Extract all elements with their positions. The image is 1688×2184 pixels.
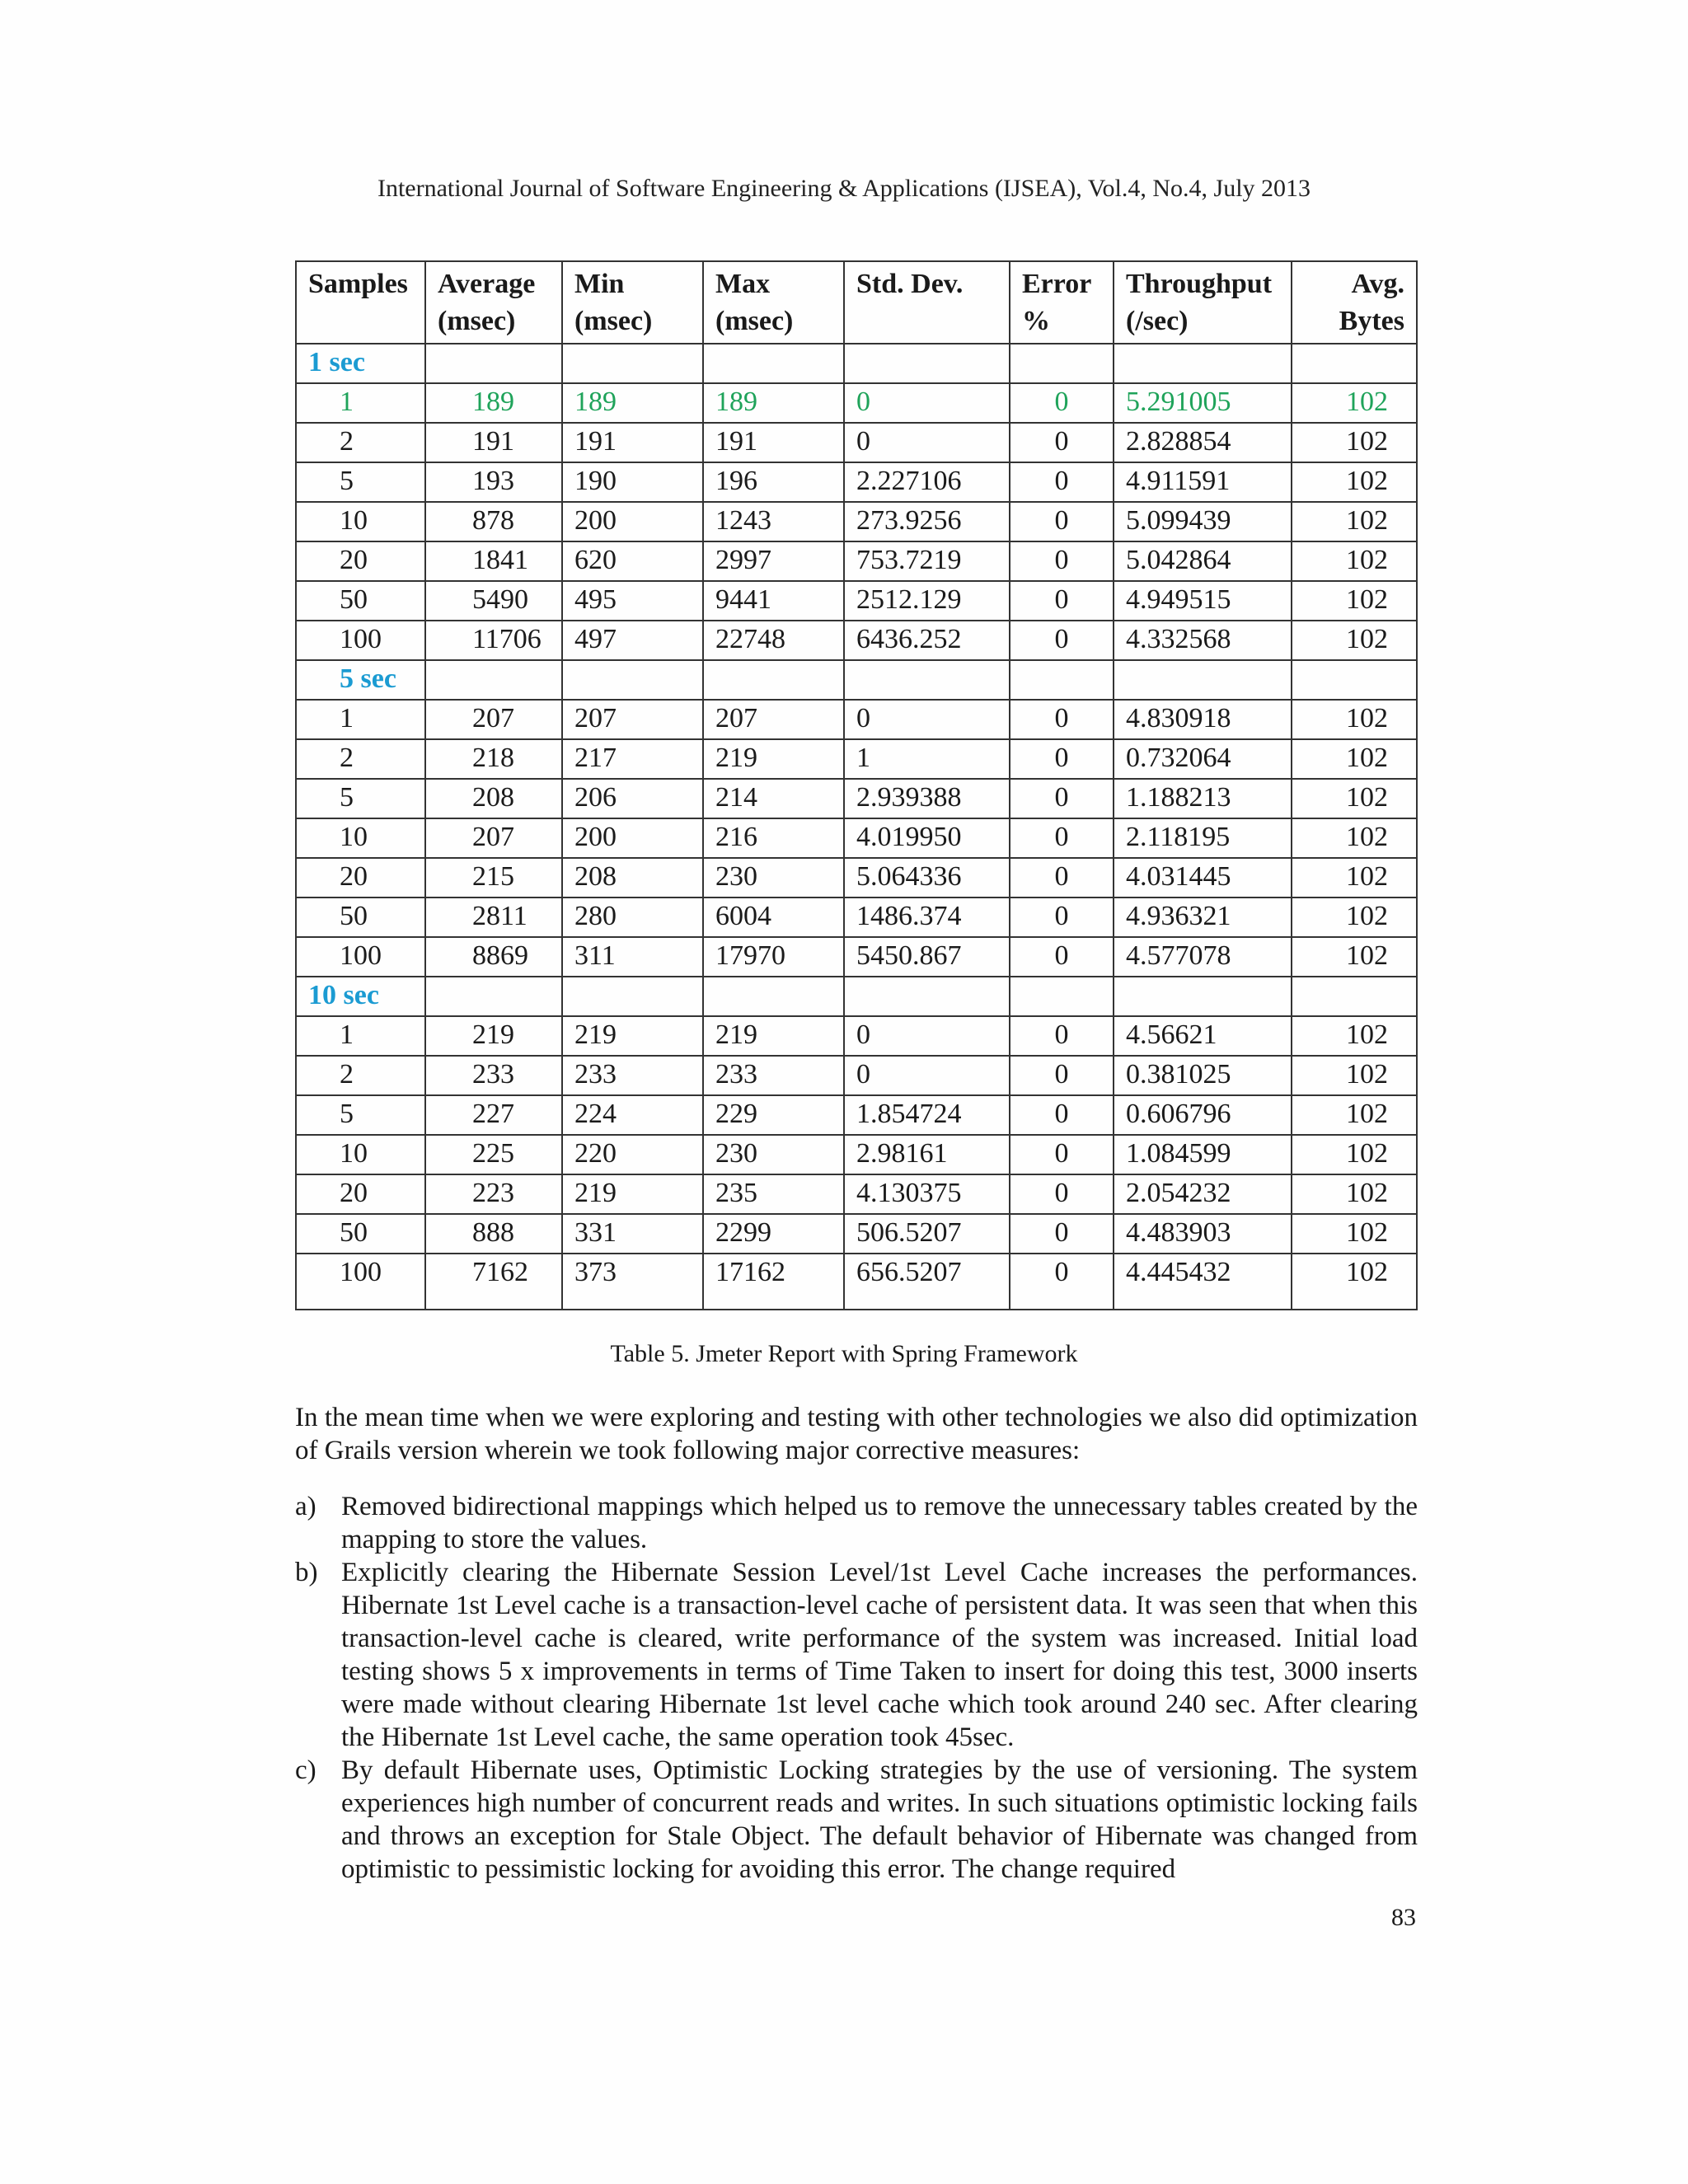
cell-average: 233 — [425, 1056, 562, 1095]
cell-samples: 20 — [296, 858, 425, 898]
cell-error: 0 — [1010, 462, 1114, 502]
empty-cell — [1010, 344, 1114, 383]
cell-error: 0 — [1010, 739, 1114, 779]
cell-min: 200 — [562, 502, 703, 541]
cell-average: 208 — [425, 779, 562, 818]
cell-throughput: 4.56621 — [1114, 1016, 1292, 1056]
cell-average: 218 — [425, 739, 562, 779]
cell-error: 0 — [1010, 858, 1114, 898]
empty-cell — [1114, 344, 1292, 383]
cell-samples: 5 — [296, 1095, 425, 1135]
cell-avg-bytes: 102 — [1292, 1214, 1417, 1254]
cell-throughput: 0.732064 — [1114, 739, 1292, 779]
cell-average: 5490 — [425, 581, 562, 621]
cell-samples: 50 — [296, 1214, 425, 1254]
cell-throughput: 5.099439 — [1114, 502, 1292, 541]
empty-cell — [425, 344, 562, 383]
table-row — [296, 541, 1417, 581]
cell-min: 495 — [562, 581, 703, 621]
cell-avg-bytes: 102 — [1292, 818, 1417, 858]
cell-min: 191 — [562, 423, 703, 462]
cell-error: 0 — [1010, 1056, 1114, 1095]
cell-error: 0 — [1010, 898, 1114, 937]
table-row — [296, 1214, 1417, 1254]
cell-samples: 100 — [296, 621, 425, 660]
cell-samples: 20 — [296, 541, 425, 581]
list-item-text: By default Hibernate uses, Optimistic Locking strategies by the use of versioning. The system experiences high number of concurrent reads and writes. In such situations optimistic locking fails and throws an exception for Stale Object. The default behavior of Hibernate was changed from optimistic to pessimistic locking for avoiding this error. The change required — [341, 1755, 1418, 1884]
cell-samples: 100 — [296, 1254, 425, 1310]
cell-error: 0 — [1010, 1135, 1114, 1174]
cell-throughput: 2.054232 — [1114, 1174, 1292, 1214]
cell-average: 207 — [425, 818, 562, 858]
cell-max: 207 — [703, 700, 844, 739]
table-row — [296, 1174, 1417, 1214]
cell-std-dev: 6436.252 — [844, 621, 1010, 660]
table-header-row — [296, 261, 1417, 344]
cell-std-dev: 2512.129 — [844, 581, 1010, 621]
empty-cell — [562, 977, 703, 1016]
cell-average: 223 — [425, 1174, 562, 1214]
cell-throughput: 4.830918 — [1114, 700, 1292, 739]
cell-max: 2997 — [703, 541, 844, 581]
empty-cell — [1114, 977, 1292, 1016]
cell-avg-bytes: 102 — [1292, 581, 1417, 621]
cell-std-dev: 1486.374 — [844, 898, 1010, 937]
cell-avg-bytes: 102 — [1292, 1254, 1417, 1310]
cell-min: 217 — [562, 739, 703, 779]
cell-average: 193 — [425, 462, 562, 502]
cell-samples: 20 — [296, 1174, 425, 1214]
cell-avg-bytes: 102 — [1292, 541, 1417, 581]
cell-throughput: 4.445432 — [1114, 1254, 1292, 1310]
cell-average: 2811 — [425, 898, 562, 937]
empty-cell — [1114, 660, 1292, 700]
cell-samples: 1 — [296, 1016, 425, 1056]
list-item — [295, 1556, 1418, 1754]
table-row — [296, 937, 1417, 977]
list-item — [295, 1490, 1418, 1556]
cell-error: 0 — [1010, 383, 1114, 423]
cell-samples: 2 — [296, 423, 425, 462]
cell-min: 200 — [562, 818, 703, 858]
cell-min: 208 — [562, 858, 703, 898]
cell-throughput: 0.381025 — [1114, 1056, 1292, 1095]
cell-throughput: 0.606796 — [1114, 1095, 1292, 1135]
cell-min: 311 — [562, 937, 703, 977]
cell-avg-bytes: 102 — [1292, 700, 1417, 739]
cell-error: 0 — [1010, 581, 1114, 621]
cell-std-dev: 506.5207 — [844, 1214, 1010, 1254]
cell-avg-bytes: 102 — [1292, 1095, 1417, 1135]
cell-max: 219 — [703, 1016, 844, 1056]
cell-throughput: 2.118195 — [1114, 818, 1292, 858]
cell-max: 196 — [703, 462, 844, 502]
cell-min: 219 — [562, 1016, 703, 1056]
empty-cell — [844, 660, 1010, 700]
cell-throughput: 4.911591 — [1114, 462, 1292, 502]
table-row — [296, 1135, 1417, 1174]
cell-max: 216 — [703, 818, 844, 858]
cell-avg-bytes: 102 — [1292, 423, 1417, 462]
cell-throughput: 4.483903 — [1114, 1214, 1292, 1254]
cell-max: 9441 — [703, 581, 844, 621]
col-header-throughput: Throughput (/sec) — [1114, 261, 1292, 344]
cell-max: 219 — [703, 739, 844, 779]
table-row — [296, 739, 1417, 779]
cell-std-dev: 5450.867 — [844, 937, 1010, 977]
empty-cell — [1010, 977, 1114, 1016]
cell-average: 189 — [425, 383, 562, 423]
measures-list — [295, 1490, 1418, 1886]
cell-std-dev: 2.939388 — [844, 779, 1010, 818]
cell-error: 0 — [1010, 621, 1114, 660]
cell-max: 230 — [703, 1135, 844, 1174]
cell-min: 190 — [562, 462, 703, 502]
cell-avg-bytes: 102 — [1292, 1135, 1417, 1174]
group-label-row — [296, 977, 1417, 1016]
cell-samples: 2 — [296, 1056, 425, 1095]
cell-min: 233 — [562, 1056, 703, 1095]
cell-min: 373 — [562, 1254, 703, 1310]
cell-avg-bytes: 102 — [1292, 502, 1417, 541]
cell-avg-bytes: 102 — [1292, 898, 1417, 937]
cell-throughput: 1.188213 — [1114, 779, 1292, 818]
cell-max: 233 — [703, 1056, 844, 1095]
cell-average: 1841 — [425, 541, 562, 581]
cell-error: 0 — [1010, 1016, 1114, 1056]
page-number: 83 — [1391, 1904, 1416, 1931]
cell-max: 6004 — [703, 898, 844, 937]
table-row — [296, 462, 1417, 502]
list-marker: b) — [295, 1558, 318, 1587]
cell-min: 620 — [562, 541, 703, 581]
cell-samples: 1 — [296, 383, 425, 423]
cell-samples: 10 — [296, 1135, 425, 1174]
cell-std-dev: 753.7219 — [844, 541, 1010, 581]
cell-min: 189 — [562, 383, 703, 423]
cell-throughput: 5.042864 — [1114, 541, 1292, 581]
list-item-text: Removed bidirectional mappings which helped us to remove the unnecessary tables created by the mapping to store the values. — [341, 1492, 1418, 1554]
cell-avg-bytes: 102 — [1292, 1174, 1417, 1214]
cell-error: 0 — [1010, 818, 1114, 858]
cell-avg-bytes: 102 — [1292, 1016, 1417, 1056]
cell-avg-bytes: 102 — [1292, 937, 1417, 977]
cell-average: 7162 — [425, 1254, 562, 1310]
cell-max: 229 — [703, 1095, 844, 1135]
cell-samples: 50 — [296, 581, 425, 621]
table-row — [296, 1095, 1417, 1135]
table-row — [296, 700, 1417, 739]
intro-paragraph: In the mean time when we were exploring and testing with other technologies we also did optimization of Grails version wherein we took following major corrective measures: — [295, 1403, 1418, 1465]
empty-cell — [703, 660, 844, 700]
table-row — [296, 779, 1417, 818]
cell-avg-bytes: 102 — [1292, 621, 1417, 660]
cell-samples: 100 — [296, 937, 425, 977]
cell-samples: 50 — [296, 898, 425, 937]
cell-throughput: 2.828854 — [1114, 423, 1292, 462]
table-row — [296, 581, 1417, 621]
cell-std-dev: 0 — [844, 423, 1010, 462]
cell-samples: 10 — [296, 818, 425, 858]
cell-min: 206 — [562, 779, 703, 818]
cell-average: 225 — [425, 1135, 562, 1174]
cell-min: 207 — [562, 700, 703, 739]
cell-samples: 2 — [296, 739, 425, 779]
jmeter-report-table — [295, 260, 1418, 1310]
col-header-min: Min (msec) — [562, 261, 703, 344]
list-item — [295, 1754, 1418, 1886]
cell-std-dev: 0 — [844, 1056, 1010, 1095]
cell-min: 220 — [562, 1135, 703, 1174]
table-row — [296, 1056, 1417, 1095]
cell-samples: 1 — [296, 700, 425, 739]
empty-cell — [844, 977, 1010, 1016]
cell-std-dev: 0 — [844, 700, 1010, 739]
empty-cell — [1292, 344, 1417, 383]
cell-std-dev: 0 — [844, 1016, 1010, 1056]
cell-avg-bytes: 102 — [1292, 1056, 1417, 1095]
cell-max: 191 — [703, 423, 844, 462]
cell-std-dev: 4.019950 — [844, 818, 1010, 858]
empty-cell — [425, 977, 562, 1016]
cell-std-dev: 273.9256 — [844, 502, 1010, 541]
table-body — [296, 344, 1417, 1310]
col-header-average: Average (msec) — [425, 261, 562, 344]
cell-samples: 5 — [296, 779, 425, 818]
cell-average: 207 — [425, 700, 562, 739]
list-marker: a) — [295, 1492, 316, 1521]
cell-throughput: 4.577078 — [1114, 937, 1292, 977]
cell-throughput: 4.332568 — [1114, 621, 1292, 660]
cell-avg-bytes: 102 — [1292, 858, 1417, 898]
cell-avg-bytes: 102 — [1292, 383, 1417, 423]
cell-avg-bytes: 102 — [1292, 739, 1417, 779]
cell-std-dev: 2.98161 — [844, 1135, 1010, 1174]
table-row — [296, 423, 1417, 462]
cell-min: 497 — [562, 621, 703, 660]
cell-samples: 5 — [296, 462, 425, 502]
empty-cell — [703, 344, 844, 383]
cell-max: 235 — [703, 1174, 844, 1214]
table-row — [296, 1016, 1417, 1056]
cell-error: 0 — [1010, 1174, 1114, 1214]
cell-average: 219 — [425, 1016, 562, 1056]
cell-min: 331 — [562, 1214, 703, 1254]
cell-min: 280 — [562, 898, 703, 937]
cell-throughput: 4.031445 — [1114, 858, 1292, 898]
group-label: 10 sec — [296, 977, 425, 1016]
cell-error: 0 — [1010, 1214, 1114, 1254]
cell-average: 215 — [425, 858, 562, 898]
table-row — [296, 502, 1417, 541]
empty-cell — [1292, 977, 1417, 1016]
cell-max: 1243 — [703, 502, 844, 541]
empty-cell — [562, 344, 703, 383]
cell-avg-bytes: 102 — [1292, 779, 1417, 818]
cell-throughput: 1.084599 — [1114, 1135, 1292, 1174]
cell-max: 189 — [703, 383, 844, 423]
col-header-error: Error % — [1010, 261, 1114, 344]
list-item-text: Explicitly clearing the Hibernate Session Level/1st Level Cache increases the performances. Hibernate 1st Level cache is a transaction-level cache of persistent data. It was seen that when this transaction-level cache is cleared, write performance of the system was increased. Initial load testing shows 5 x improvements in terms of Time Taken to insert for doing this test, 3000 inserts were made without clearing Hibernate 1st level cache which took around 240 sec. After clearing the Hibernate 1st Level cache, the same operation took 45sec. — [341, 1558, 1418, 1752]
cell-error: 0 — [1010, 700, 1114, 739]
cell-average: 191 — [425, 423, 562, 462]
col-header-max: Max (msec) — [703, 261, 844, 344]
cell-std-dev: 656.5207 — [844, 1254, 1010, 1310]
empty-cell — [703, 977, 844, 1016]
empty-cell — [844, 344, 1010, 383]
cell-average: 878 — [425, 502, 562, 541]
group-label-row — [296, 660, 1417, 700]
cell-error: 0 — [1010, 1095, 1114, 1135]
group-label: 1 sec — [296, 344, 425, 383]
cell-avg-bytes: 102 — [1292, 462, 1417, 502]
col-header-std-dev: Std. Dev. — [844, 261, 1010, 344]
table-row — [296, 1254, 1417, 1310]
empty-cell — [425, 660, 562, 700]
group-label: 5 sec — [296, 660, 425, 700]
running-header: International Journal of Software Engineering & Applications (IJSEA), Vol.4, No.4, July 2013 — [377, 175, 1311, 202]
cell-max: 17970 — [703, 937, 844, 977]
cell-max: 214 — [703, 779, 844, 818]
cell-max: 17162 — [703, 1254, 844, 1310]
cell-error: 0 — [1010, 1254, 1114, 1310]
group-label-row — [296, 344, 1417, 383]
col-header-avg-bytes: Avg. Bytes — [1292, 261, 1417, 344]
table-row — [296, 383, 1417, 423]
cell-average: 8869 — [425, 937, 562, 977]
cell-error: 0 — [1010, 937, 1114, 977]
cell-throughput: 5.291005 — [1114, 383, 1292, 423]
cell-error: 0 — [1010, 423, 1114, 462]
cell-std-dev: 5.064336 — [844, 858, 1010, 898]
col-header-samples: Samples — [296, 261, 425, 344]
cell-throughput: 4.936321 — [1114, 898, 1292, 937]
cell-std-dev: 1 — [844, 739, 1010, 779]
table-caption: Table 5. Jmeter Report with Spring Framework — [610, 1340, 1078, 1367]
cell-average: 11706 — [425, 621, 562, 660]
empty-cell — [562, 660, 703, 700]
cell-error: 0 — [1010, 541, 1114, 581]
cell-std-dev: 4.130375 — [844, 1174, 1010, 1214]
cell-min: 224 — [562, 1095, 703, 1135]
empty-cell — [1292, 660, 1417, 700]
empty-cell — [1010, 660, 1114, 700]
cell-max: 2299 — [703, 1214, 844, 1254]
list-marker: c) — [295, 1755, 316, 1785]
cell-min: 219 — [562, 1174, 703, 1214]
cell-error: 0 — [1010, 502, 1114, 541]
table-row — [296, 898, 1417, 937]
cell-error: 0 — [1010, 779, 1114, 818]
cell-average: 888 — [425, 1214, 562, 1254]
cell-std-dev: 2.227106 — [844, 462, 1010, 502]
cell-std-dev: 1.854724 — [844, 1095, 1010, 1135]
table-row — [296, 621, 1417, 660]
cell-max: 22748 — [703, 621, 844, 660]
cell-std-dev: 0 — [844, 383, 1010, 423]
cell-samples: 10 — [296, 502, 425, 541]
cell-average: 227 — [425, 1095, 562, 1135]
cell-max: 230 — [703, 858, 844, 898]
table-row — [296, 858, 1417, 898]
cell-throughput: 4.949515 — [1114, 581, 1292, 621]
table-row — [296, 818, 1417, 858]
